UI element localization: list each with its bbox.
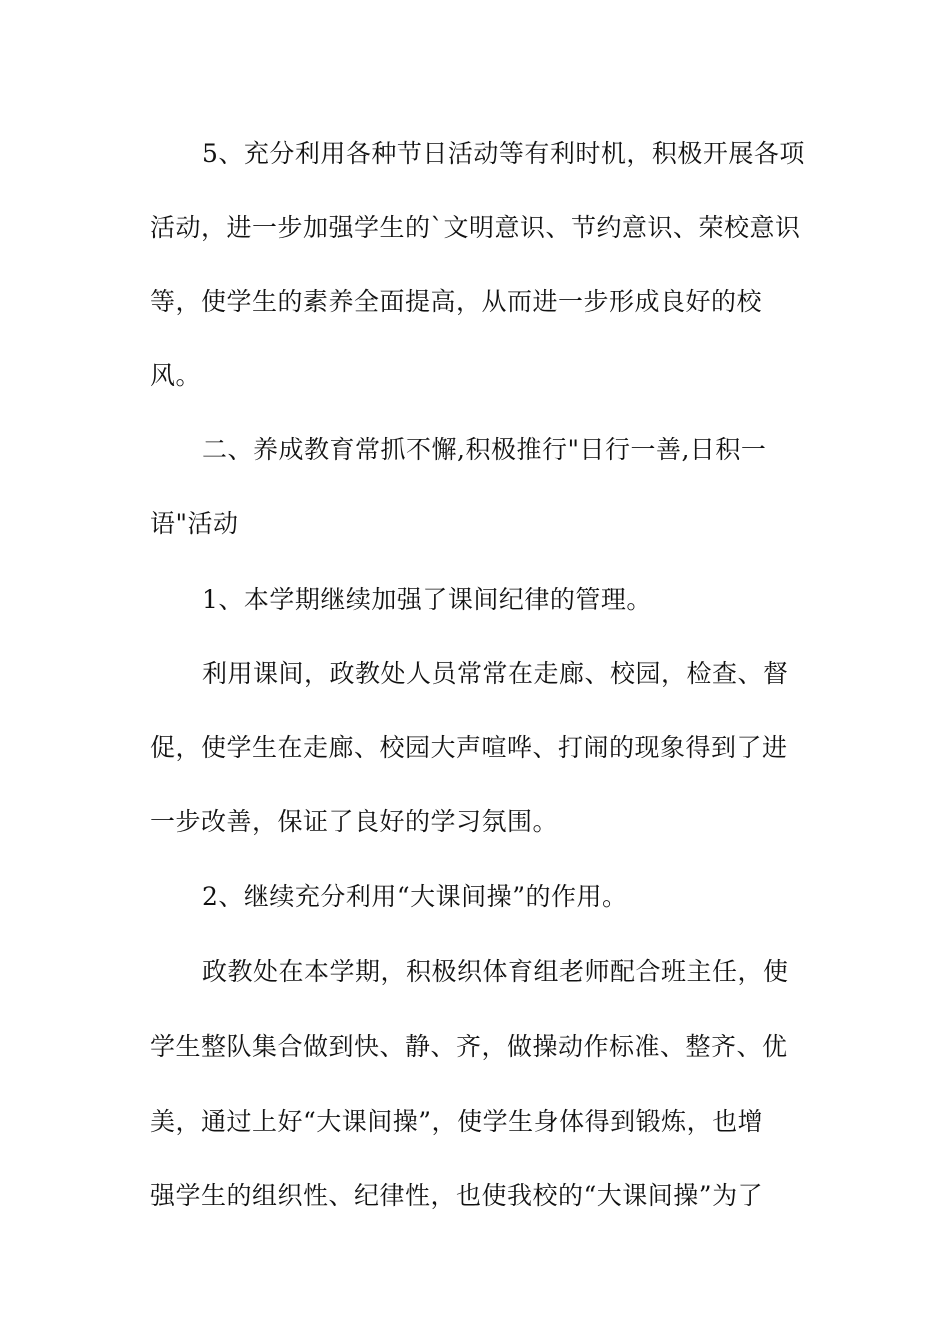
paragraph-line: 1、本学期继续加强了课间纪律的管理。 xyxy=(202,585,652,614)
section-heading-line: 二、养成教育常抓不懈,积极推行"日行一善,日积一 xyxy=(202,435,767,464)
paragraph-line: 美，通过上好“大课间操”，使学生身体得到锻炼，也增 xyxy=(150,1107,764,1136)
paragraph-line: 强学生的组织性、纪律性，也使我校的“大课间操”为了 xyxy=(150,1181,764,1210)
paragraph-line: 利用课间，政教处人员常常在走廊、校园，检查、督 xyxy=(202,659,789,688)
paragraph-line: 2、继续充分利用“大课间操”的作用。 xyxy=(202,882,628,911)
paragraph-line: 活动，进一步加强学生的`文明意识、节约意识、荣校意识 xyxy=(150,213,801,242)
paragraph-line: 风。 xyxy=(150,361,202,390)
paragraph-line: 促，使学生在走廊、校园大声喧哗、打闹的现象得到了进 xyxy=(150,733,788,762)
section-heading-line: 语"活动 xyxy=(150,509,239,538)
paragraph-line: 学生整队集合做到快、静、齐，做操动作标准、整齐、优 xyxy=(150,1032,788,1061)
paragraph-line: 政教处在本学期，积极织体育组老师配合班主任，使 xyxy=(202,957,789,986)
paragraph-line: 一步改善，保证了良好的学习氛围。 xyxy=(150,807,559,836)
paragraph-line: 等，使学生的素养全面提高，从而进一步形成良好的校 xyxy=(150,287,763,316)
paragraph-line: 5、充分利用各种节日活动等有利时机，积极开展各项 xyxy=(202,139,805,168)
